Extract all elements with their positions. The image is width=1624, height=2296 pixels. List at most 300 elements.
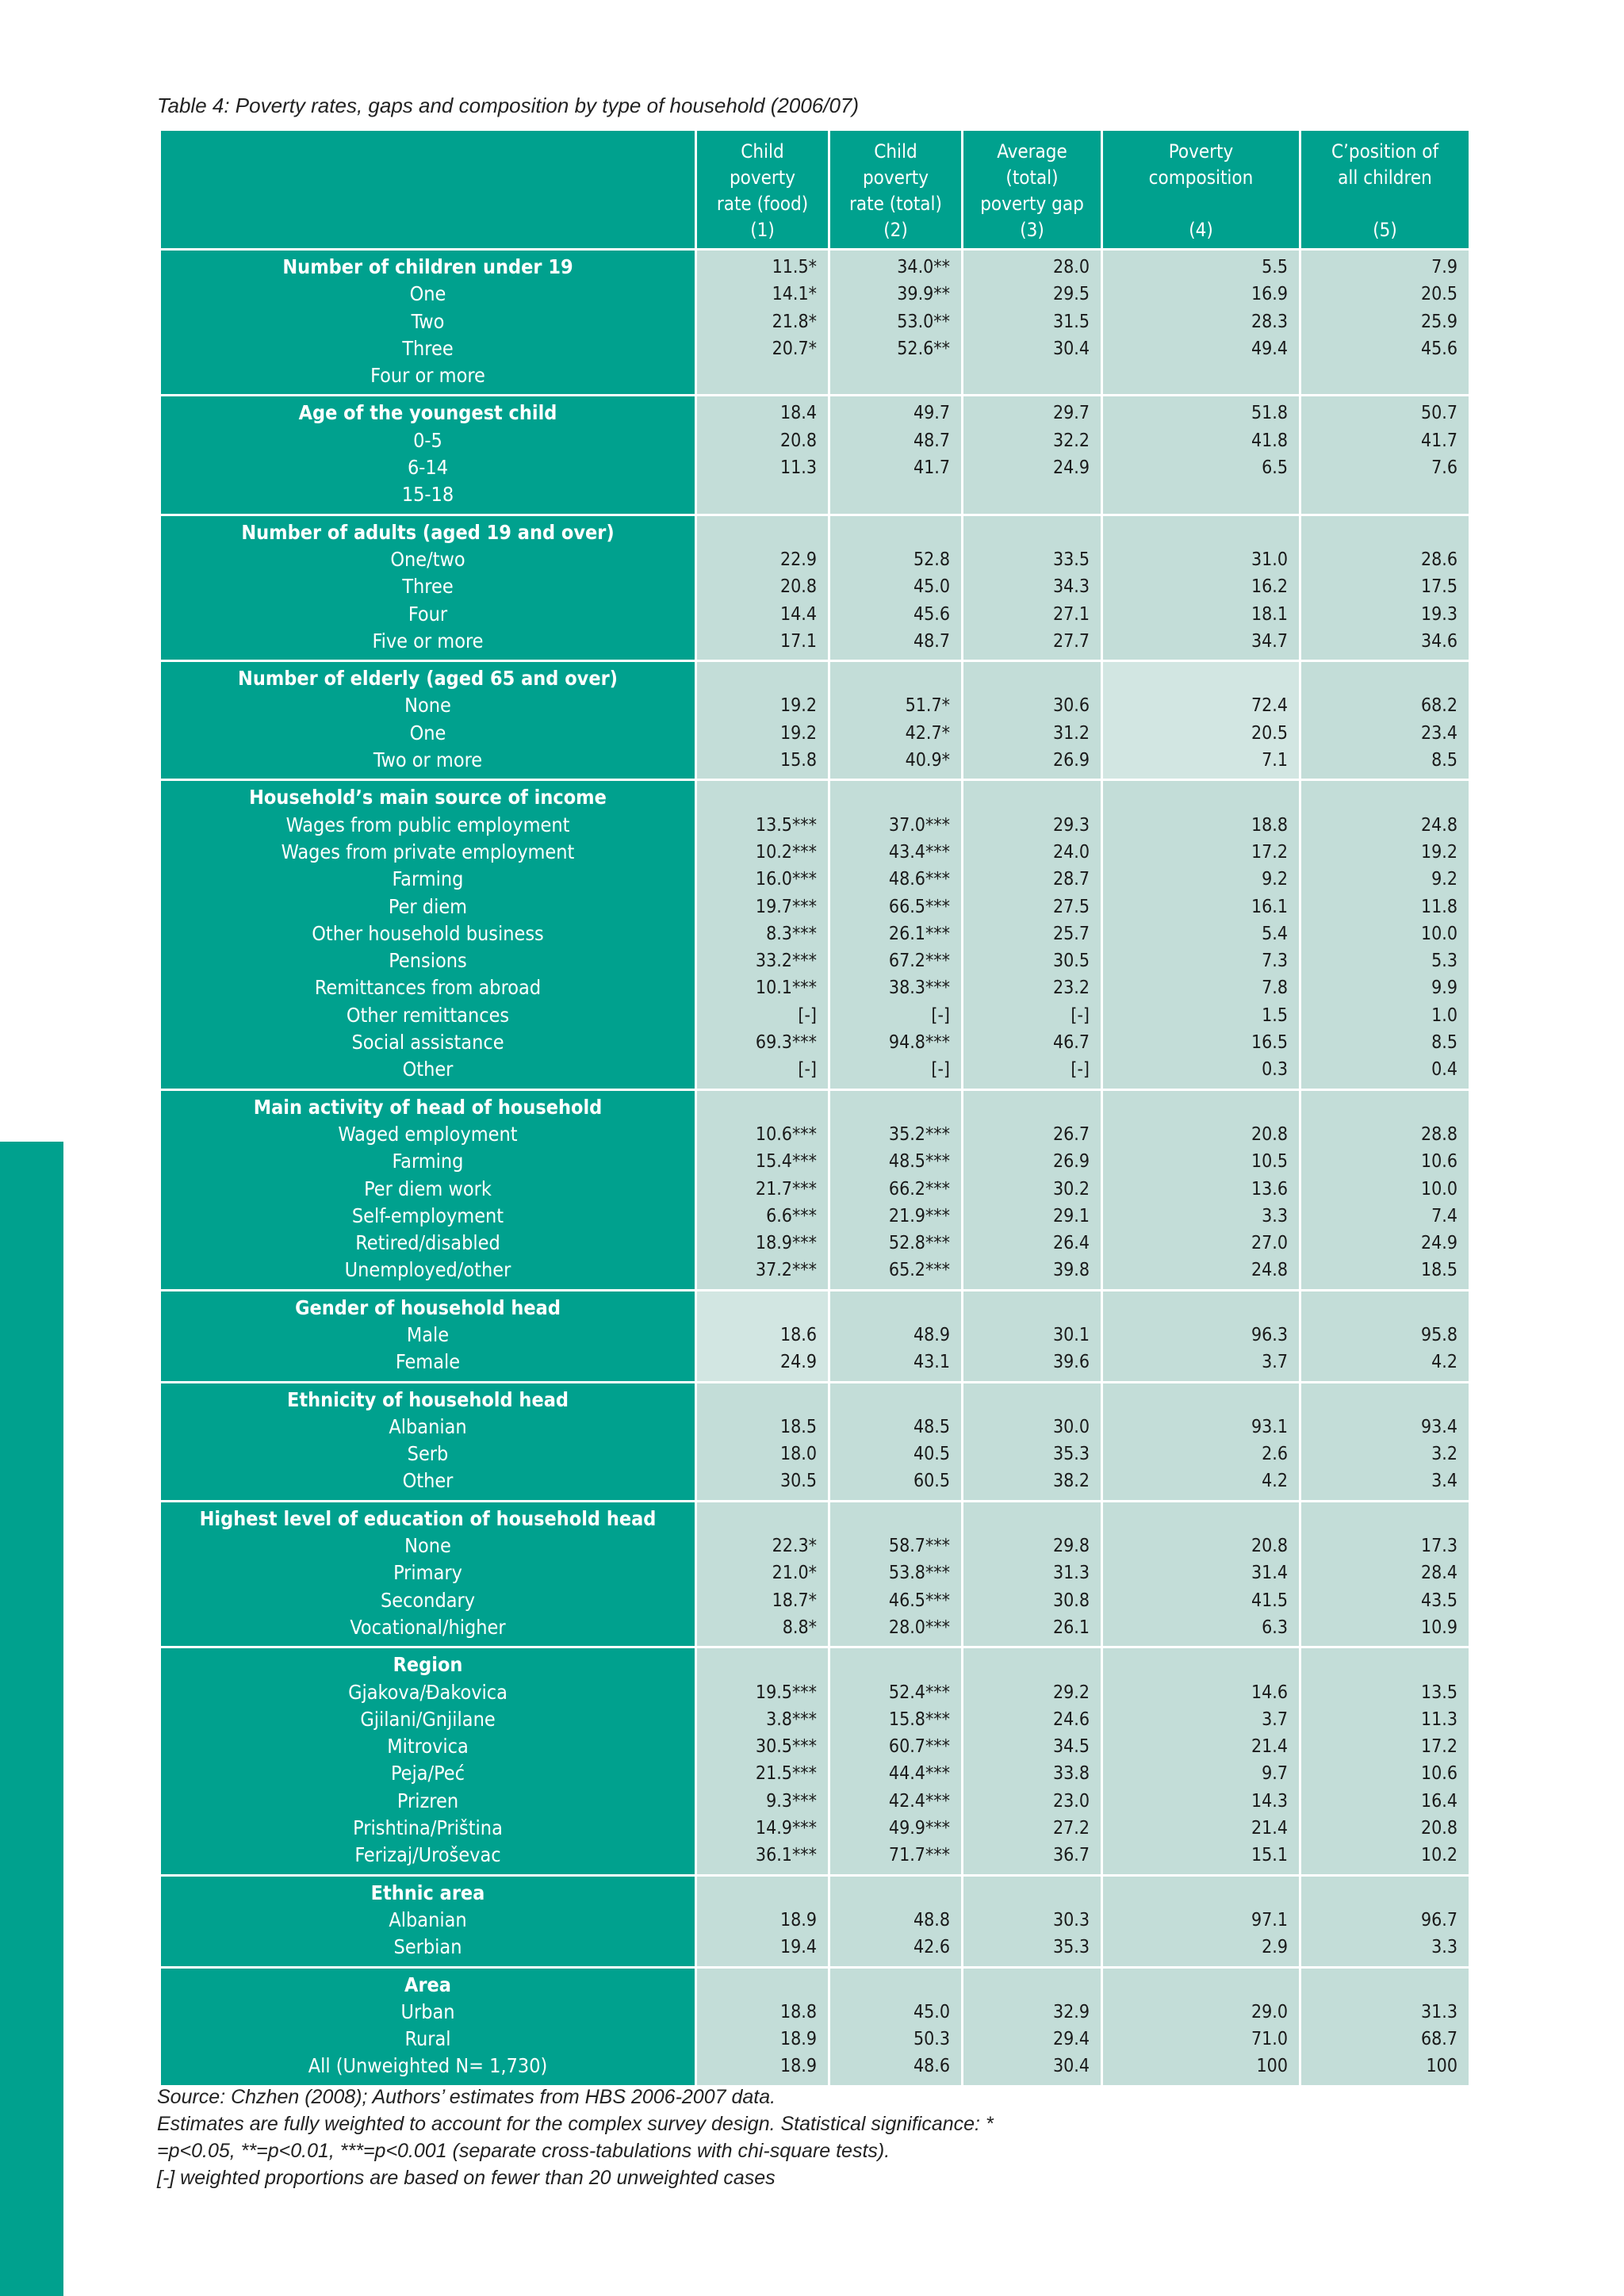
row-label: 0-5 [413,428,442,452]
row-label: Urban [400,1999,455,2023]
table-cell: 26.1 [1052,1617,1090,1638]
table-cell: 10.0 [1420,1178,1457,1200]
row-label: Male [406,1322,450,1346]
section-title: Ethnic area [370,1881,485,1904]
value-column-1 [696,396,829,515]
table-cell: 29.4 [1052,2029,1090,2050]
table-cell: 38.2 [1052,1471,1090,1492]
table-cell: 3.3 [1431,1937,1457,1958]
table-cell: 37.2*** [755,1260,817,1281]
value-column-4 [1102,250,1300,396]
table-body [160,250,1470,2087]
table-cell: 7.8 [1262,978,1288,999]
value-column-2 [829,661,963,780]
table-section [160,396,1470,515]
table-cell: 24.8 [1251,1260,1288,1281]
spacer [702,1295,817,1322]
table-cell: 43.1 [913,1352,950,1373]
column-header-line: rate (total) [849,193,942,215]
value-column-1 [696,1967,829,2086]
column-header-line: (5) [1373,219,1397,241]
note-weighting: Estimates are fully weighted to account for the complex survey design. Statistical significance: * [157,2113,994,2135]
value-column-5 [1300,1967,1470,2086]
table-cell: 21.8* [772,311,817,332]
row-label: Serb [407,1442,449,1466]
table-cell: 52.6** [897,338,950,359]
table-cell: 6.5 [1262,457,1288,479]
table-cell: 100 [1256,2056,1288,2077]
row-label: Serbian [393,1935,462,1959]
row-label: None [404,1534,451,1558]
table-cell: 49.7 [913,403,950,424]
spacer [968,1506,1090,1533]
value-column-4 [1102,396,1300,515]
spacer [1306,1295,1457,1322]
table-cell: 60.7*** [888,1736,950,1758]
table-cell: 30.1 [1052,1324,1090,1345]
table-cell: 68.7 [1420,2029,1457,2050]
column-header [696,130,829,250]
row-label: Two or more [373,748,483,772]
column-header [1102,130,1300,250]
spacer [835,1295,950,1322]
spacer [702,1094,817,1121]
table-cell: 3.7 [1262,1352,1288,1373]
table-cell: 4.2 [1431,1352,1457,1373]
value-column-3 [963,396,1102,515]
table-cell: 46.7 [1052,1032,1090,1054]
note-small-samples: [-] weighted proportions are based on fewer than 20 unweighted cases [157,2167,776,2189]
table-cell: 30.4 [1052,338,1090,359]
value-column-1 [696,1290,829,1382]
spacer [968,665,1090,692]
column-header-line: Poverty [1168,140,1234,163]
section-labels [160,515,696,660]
spacer [968,1972,1090,1999]
spacer [968,1651,1090,1678]
value-column-5 [1300,1875,1470,1967]
table-cell: 24.9 [1420,1233,1457,1254]
table-cell: 16.4 [1420,1790,1457,1812]
table-cell: 17.2 [1251,841,1288,863]
spacer [1306,784,1457,811]
table-cell: 95.8 [1420,1324,1457,1345]
value-column-4 [1102,1290,1300,1382]
table-cell: 18.5 [1420,1260,1457,1281]
table-cell: 48.5*** [888,1151,950,1173]
table-section [160,1290,1470,1382]
row-label: One/two [390,547,465,571]
table-cell: 29.7 [1052,403,1090,424]
table-cell: 20.7* [772,338,817,359]
value-column-5 [1300,1647,1470,1875]
value-column-3 [963,1501,1102,1647]
section-title: Household’s main source of income [249,786,607,809]
table-cell: [-] [798,1004,817,1026]
table-cell: 28.0 [1052,257,1090,277]
value-column-3 [963,1290,1102,1382]
table-cell: 34.6 [1420,630,1457,652]
row-label: Remittances from abroad [314,976,542,1000]
section-title: Main activity of head of household [253,1095,603,1119]
table-cell: 0.3 [1262,1059,1288,1081]
spacer [1108,1094,1288,1121]
table-cell: [-] [1071,1004,1090,1026]
table-cell: 28.0*** [888,1617,950,1638]
spacer [835,519,950,546]
table-cell: 17.3 [1420,1536,1457,1557]
section-labels [160,780,696,1089]
table-cell: 0.4 [1431,1059,1457,1081]
table-cell: 42.6 [913,1937,950,1958]
value-column-3 [963,661,1102,780]
row-label: Three [402,336,454,360]
section-title: Number of elderly (aged 65 and over) [238,667,618,691]
table-cell: 41.7 [1420,430,1457,451]
table-cell: 33.5 [1052,549,1090,570]
table-cell: 29.1 [1052,1205,1090,1226]
row-label: Other household business [312,921,544,945]
table-cell: 7.6 [1431,457,1457,479]
table-cell: 29.5 [1052,284,1090,305]
table-cell: 16.0*** [755,869,817,890]
table-cell: 25.9 [1420,311,1457,332]
table-cell: 48.5 [913,1416,950,1437]
table-cell: 17.2 [1420,1736,1457,1758]
column-header-line: rate (food) [716,193,809,215]
table-cell: 7.4 [1431,1205,1457,1226]
table-cell: 24.6 [1052,1709,1090,1730]
spacer [1108,784,1288,811]
table-cell: [-] [798,1059,817,1081]
section-labels [160,661,696,780]
table-cell: 10.2*** [755,841,817,863]
table-section [160,1501,1470,1647]
table-cell: 10.6 [1420,1151,1457,1173]
row-label: Prizren [396,1789,459,1812]
table-cell: 20.8 [779,576,817,598]
table-cell: 29.8 [1052,1536,1090,1557]
section-title: Age of the youngest child [298,401,557,425]
spacer [1108,665,1288,692]
column-header [1300,130,1470,250]
value-column-2 [829,1647,963,1875]
table-cell: 28.3 [1251,311,1288,332]
table-cell: 14.6 [1251,1682,1288,1703]
spacer [1306,519,1457,546]
row-label: Farming [392,1150,464,1173]
table-cell: 18.9 [779,2056,817,2077]
table-cell: 32.9 [1052,2001,1090,2022]
table-cell: 28.6 [1420,549,1457,570]
row-label: None [404,694,451,718]
section-title: Highest level of education of household head [199,1506,657,1530]
table-cell: 28.4 [1420,1563,1457,1584]
table-cell: 31.3 [1052,1563,1090,1584]
table-cell: 7.9 [1431,257,1457,277]
table-cell: 8.5 [1431,1032,1457,1054]
value-column-1 [696,1501,829,1647]
value-column-4 [1102,1875,1300,1967]
table-cell: 30.6 [1052,695,1090,717]
table-cell: 28.7 [1052,869,1090,890]
column-header-line: (4) [1189,219,1213,241]
table-cell: 29.2 [1052,1682,1090,1703]
table-cell: 24.0 [1052,841,1090,863]
value-column-3 [963,250,1102,396]
table-cell: [-] [931,1059,950,1081]
table-cell: 45.6 [1420,338,1457,359]
spacer [1108,1387,1288,1414]
column-header-line: Child [741,140,784,163]
table-cell: 35.2*** [888,1123,950,1145]
table-notes [157,2084,1505,2191]
table-cell: 60.5 [913,1471,950,1492]
table-cell: 49.4 [1251,338,1288,359]
table-cell: 26.9 [1052,1151,1090,1173]
section-labels [160,1647,696,1875]
table-cell: 9.2 [1431,869,1457,890]
spacer [835,1506,950,1533]
spacer [1306,665,1457,692]
table-cell: 18.6 [779,1324,817,1345]
spacer [835,665,950,692]
spacer [968,1880,1090,1907]
spacer [702,1880,817,1907]
spacer [1108,519,1288,546]
table-cell: 16.9 [1251,284,1288,305]
column-header-line: all children [1338,166,1432,189]
value-column-5 [1300,1089,1470,1290]
table-cell: 48.6*** [888,869,950,890]
value-column-5 [1300,1501,1470,1647]
row-label: Other [402,1058,454,1081]
row-label: Five or more [372,629,484,652]
table-cell: 30.5 [779,1471,817,1492]
value-column-3 [963,1647,1102,1875]
table-cell: 48.9 [913,1324,950,1345]
value-column-1 [696,1382,829,1501]
value-column-4 [1102,515,1300,660]
table-cell: 22.3* [772,1536,817,1557]
table-cell: 26.7 [1052,1123,1090,1145]
value-column-4 [1102,780,1300,1089]
value-column-4 [1102,1501,1300,1647]
table-cell: 52.8 [913,549,950,570]
spacer [968,1295,1090,1322]
table-cell: 2.9 [1262,1937,1288,1958]
row-label: Vocational/higher [350,1615,506,1639]
table-cell: 18.4 [779,403,817,424]
value-column-2 [829,1501,963,1647]
value-column-2 [829,780,963,1089]
value-column-1 [696,250,829,396]
table-cell: 26.4 [1052,1233,1090,1254]
row-label: Other [402,1469,454,1493]
table-cell: 24.8 [1420,814,1457,836]
table-cell: 19.4 [779,1937,817,1958]
table-cell: 52.4*** [888,1682,950,1703]
table-cell: 18.9 [779,2029,817,2050]
row-label: Peja/Peć [390,1762,465,1785]
note-significance: =p<0.05, **=p<0.01, ***=p<0.001 (separate cross-tabulations with chi-square tests). [157,2140,891,2162]
table-cell: 19.3 [1420,603,1457,625]
row-label: Gjilani/Gnjilane [360,1707,496,1731]
value-column-2 [829,396,963,515]
table-cell: 35.3 [1052,1937,1090,1958]
table-cell: 15.1 [1251,1845,1288,1866]
section-title: Number of adults (aged 19 and over) [241,520,615,544]
table-cell: 39.8 [1052,1260,1090,1281]
table-cell: 67.2*** [888,951,950,972]
table-cell: 33.2*** [755,951,817,972]
table-cell: 6.3 [1262,1617,1288,1638]
table-cell: 30.3 [1052,1909,1090,1931]
row-label: Two [411,309,445,333]
table-cell: 31.4 [1251,1563,1288,1584]
value-column-4 [1102,1089,1300,1290]
table-cell: 35.3 [1052,1444,1090,1465]
row-label: Mitrovica [387,1735,469,1758]
table-cell: 3.4 [1431,1471,1457,1492]
table-cell: 9.2 [1262,869,1288,890]
table-cell: 45.0 [913,2001,950,2022]
row-label: Other remittances [346,1003,510,1027]
table-cell: 11.8 [1420,896,1457,917]
poverty-table [159,128,1471,2087]
table-cell: 13.5 [1420,1682,1457,1703]
table-cell: 18.7* [772,1590,817,1611]
table-cell: 22.9 [779,549,817,570]
row-label: Per diem work [364,1177,492,1200]
table-cell: 94.8*** [888,1032,950,1054]
column-header-line: poverty [729,166,796,189]
table-cell: 33.8 [1052,1763,1090,1785]
table-cell: 50.3 [913,2029,950,2050]
table-cell: 68.2 [1420,695,1457,717]
column-header [829,130,963,250]
table-cell: 41.8 [1251,430,1288,451]
spacer [968,784,1090,811]
spacer [1306,1094,1457,1121]
table-cell: 5.5 [1262,257,1288,277]
spacer [702,1506,817,1533]
table-section [160,661,1470,780]
table-cell: 20.8 [779,430,817,451]
table-cell: 30.8 [1052,1590,1090,1611]
table-section [160,1875,1470,1967]
table-cell: 97.1 [1251,1909,1288,1931]
spacer [1108,1295,1288,1322]
table-section [160,1967,1470,2086]
value-column-4 [1102,661,1300,780]
table-cell: 18.8 [779,2001,817,2022]
table-cell: 13.6 [1251,1178,1288,1200]
section-title: Gender of household head [295,1295,561,1319]
column-header-line [1108,191,1294,217]
value-column-3 [963,1089,1102,1290]
table-cell: 18.9*** [755,1233,817,1254]
value-column-5 [1300,250,1470,396]
section-title: Number of children under 19 [282,255,573,278]
table-cell: 5.4 [1262,923,1288,944]
column-header-line: (1) [750,219,775,241]
value-column-4 [1102,1647,1300,1875]
value-column-1 [696,1089,829,1290]
table-cell: 93.4 [1420,1416,1457,1437]
section-labels [160,1875,696,1967]
table-cell: 17.5 [1420,576,1457,598]
table-cell: 71.7*** [888,1845,950,1866]
table-cell: 3.7 [1262,1709,1288,1730]
spacer [702,1387,817,1414]
table-cell: 96.3 [1251,1324,1288,1345]
table-cell: 58.7*** [888,1536,950,1557]
spacer [1306,1506,1457,1533]
row-label: Secondary [380,1588,476,1612]
table-cell: 96.7 [1420,1909,1457,1931]
value-column-2 [829,1290,963,1382]
table-cell: 34.5 [1052,1736,1090,1758]
row-label: One [409,282,446,306]
column-header-line: poverty gap [980,193,1084,215]
table-cell: 38.3*** [888,978,950,999]
table-cell: 34.7 [1251,630,1288,652]
side-accent-bar [0,1142,63,2296]
table-cell: 19.5*** [755,1682,817,1703]
table-cell: 30.0 [1052,1416,1090,1437]
table-cell: 26.1*** [888,923,950,944]
value-column-3 [963,780,1102,1089]
table-cell: 66.2*** [888,1178,950,1200]
table-cell: 72.4 [1251,695,1288,717]
table-cell: 30.5 [1052,951,1090,972]
spacer [702,1651,817,1678]
table-cell: 34.0** [897,257,950,277]
table-cell: 18.0 [779,1444,817,1465]
section-labels [160,1382,696,1501]
table-cell: 11.3 [779,457,817,479]
spacer [968,1387,1090,1414]
table-cell: 21.4 [1251,1818,1288,1839]
table-cell: 40.5 [913,1444,950,1465]
table-cell: 18.1 [1251,603,1288,625]
table-cell: 16.2 [1251,576,1288,598]
column-header-line [1306,191,1464,217]
table-cell: 43.5 [1420,1590,1457,1611]
table-cell: 1.5 [1262,1004,1288,1026]
value-column-2 [829,1382,963,1501]
spacer [835,1094,950,1121]
table-cell: 45.0 [913,576,950,598]
table-cell: 15.8*** [888,1709,950,1730]
table-cell: 26.9 [1052,750,1090,771]
column-header-line: C’position of [1331,140,1439,163]
table-cell: 48.7 [913,430,950,451]
table-cell: 8.3*** [766,923,817,944]
table-cell: 23.4 [1420,722,1457,744]
table-cell: 44.4*** [888,1763,950,1785]
spacer [968,519,1090,546]
section-labels [160,396,696,515]
table-cell: 20.8 [1251,1123,1288,1145]
table-cell: 16.5 [1251,1032,1288,1054]
table-cell: 21.5*** [755,1763,817,1785]
row-label: Farming [392,867,464,891]
table-section [160,1647,1470,1875]
row-label: One [409,721,446,744]
spacer [835,784,950,811]
